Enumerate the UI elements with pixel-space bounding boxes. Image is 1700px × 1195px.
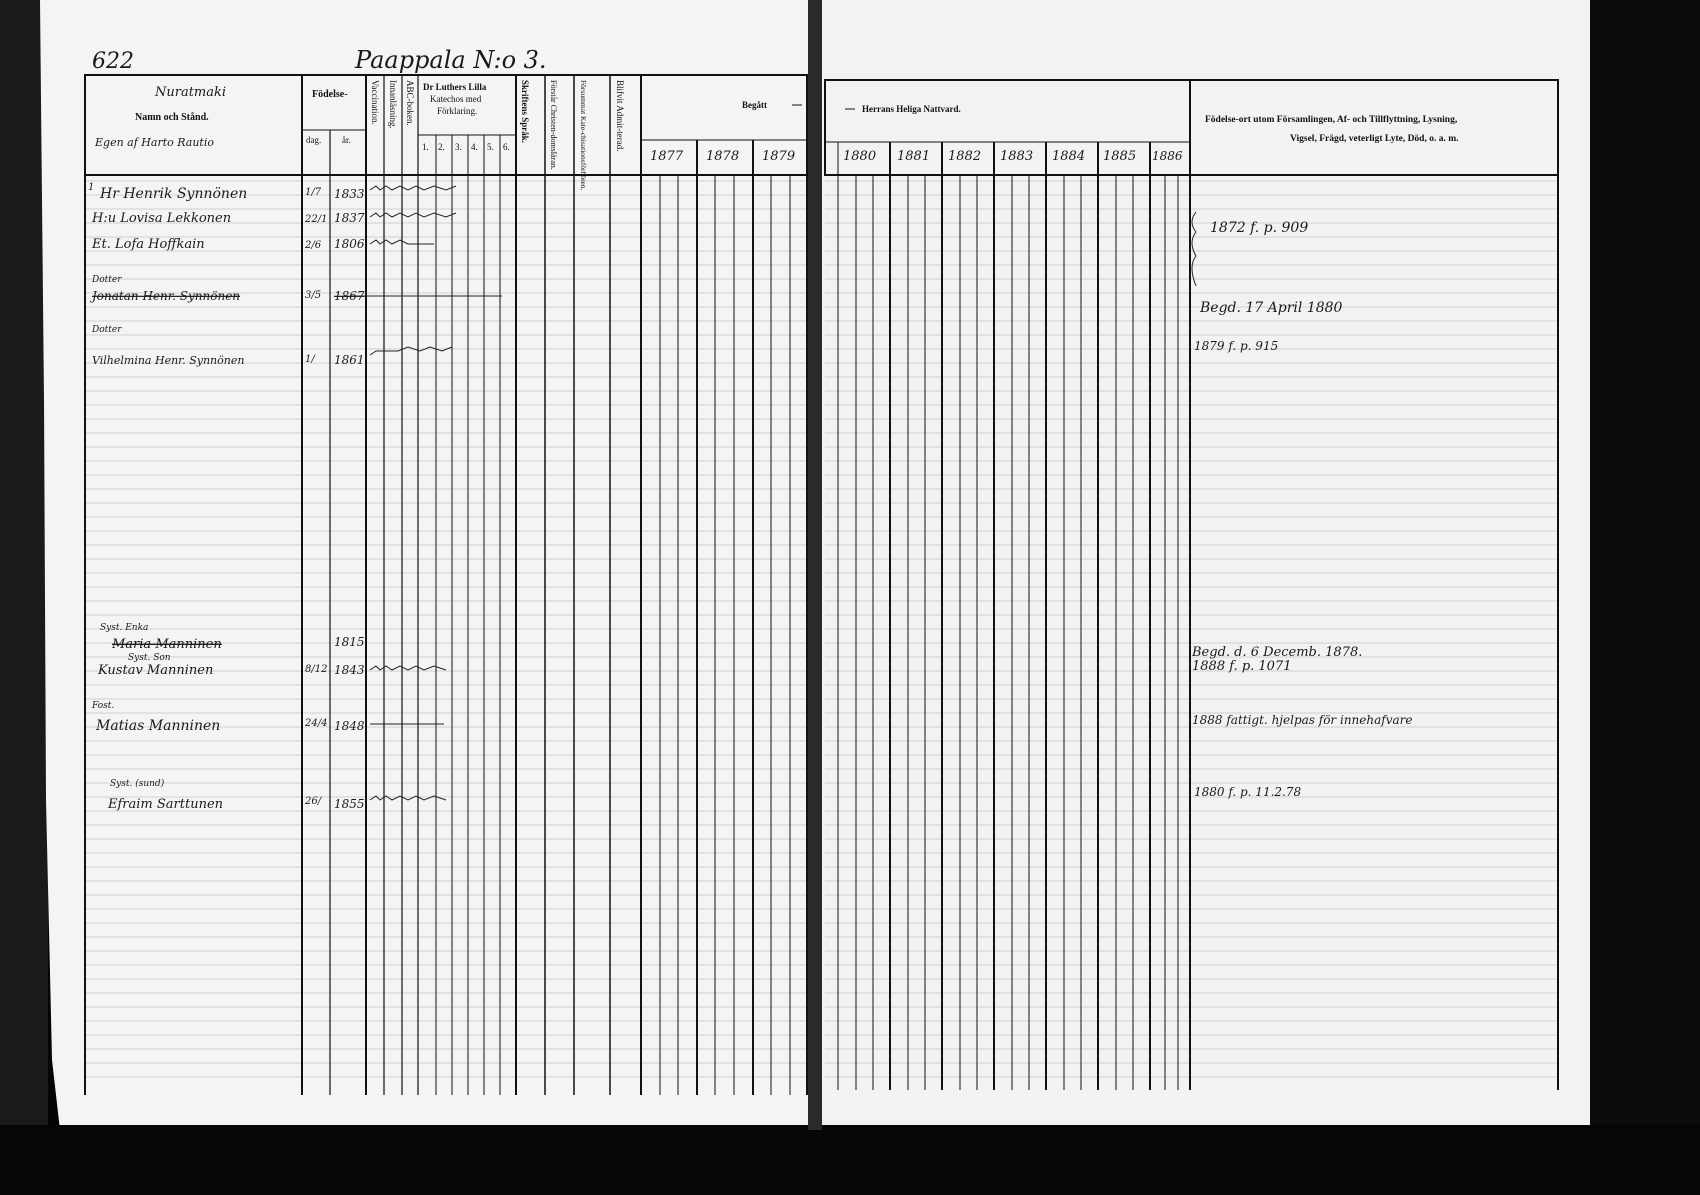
entry-remark: 1879 f. p. 915 — [1194, 339, 1279, 353]
page-number: 622 — [92, 49, 134, 74]
entry-dag: 22/1 — [305, 214, 328, 225]
right-edge-shadow — [1590, 0, 1700, 1195]
year-1880: 1880 — [843, 149, 877, 164]
entry-year: 1861 — [334, 353, 365, 367]
entry-name: Efraim Sarttunen — [108, 797, 224, 812]
year-1877: 1877 — [650, 149, 684, 164]
entry-year: 1806 — [334, 237, 365, 251]
luther-col-1: 1. — [422, 142, 429, 152]
entry-year: 1867 — [334, 289, 365, 303]
entry-name: Vilhelmina Henr. Synnönen — [92, 354, 245, 367]
year-1884: 1884 — [1052, 149, 1086, 164]
luther-col-2: 2. — [438, 142, 445, 152]
entry-remark: 1888 fattigt. hjelpas för innehafvare — [1192, 713, 1413, 727]
entry-remark: 1872 f. p. 909 — [1210, 220, 1309, 236]
svg-text:Syst. Son: Syst. Son — [128, 653, 171, 663]
left-ruling — [85, 175, 807, 1080]
year-1878: 1878 — [706, 149, 740, 164]
year-1879: 1879 — [762, 149, 796, 164]
begatt-header: Begått — [742, 100, 767, 110]
dag-header: dag. — [306, 135, 322, 145]
bottom-edge-shadow — [0, 1125, 1700, 1195]
year-1883: 1883 — [1000, 149, 1034, 164]
entry-year: 1815 — [334, 635, 365, 649]
entry-dag: 8/12 — [305, 664, 328, 675]
entry-remark: 1888 f. p. 1071 — [1192, 659, 1292, 674]
entry-year: 1848 — [334, 719, 365, 733]
ar-header: år. — [342, 135, 351, 145]
entry-name: Jonatan Henr. Synnönen — [92, 289, 241, 303]
year-1886: 1886 — [1152, 149, 1183, 163]
fodelse-header: Födelse- — [312, 89, 348, 100]
abc-header: ABC-boken. — [405, 80, 415, 126]
luther-col-4: 4. — [471, 142, 478, 152]
entry-name: Kustav Manninen — [98, 663, 214, 678]
entry-remark: Begd. d. 6 Decemb. 1878. — [1192, 645, 1363, 660]
svg-text:1: 1 — [88, 182, 95, 193]
entry-remark: 1880 f. p. 11.2.78 — [1194, 785, 1302, 799]
entry-dag: 1/7 — [305, 187, 322, 198]
remarks-header-line2: Vigsel, Frägd, veterligt Lyte, Död, o. a. m. — [1290, 134, 1459, 144]
forstar-header: Förstår Christen-domsläran. — [549, 80, 558, 170]
luther-header-line2: Katechos med — [430, 94, 482, 104]
name-header: Namn och Stånd. — [135, 112, 209, 123]
luther-header-line3: Förklaring. — [437, 106, 478, 116]
year-1882: 1882 — [948, 149, 982, 164]
entry-dag: 26/ — [305, 796, 322, 807]
entry-name: Matias Manninen — [96, 718, 221, 734]
vaccination-header: Vaccination. — [370, 80, 380, 125]
entry-name: Hr Henrik Synnönen — [100, 186, 248, 202]
entry-year: 1837 — [334, 211, 365, 225]
entry-dag: 24/4 — [305, 718, 328, 729]
svg-text:Dotter: Dotter — [92, 275, 122, 285]
entry-name: Et. Lofa Hoffkain — [92, 237, 205, 252]
luther-col-6: 6. — [503, 142, 510, 152]
entry-year: 1833 — [334, 187, 365, 201]
entry-dag: 2/6 — [305, 240, 322, 251]
skriftens-header: Skriftens Språk. — [520, 80, 530, 144]
entry-year: 1843 — [334, 663, 365, 677]
name-subheader: Egen af Harto Rautio — [95, 136, 214, 149]
village-title: Paappala N:o 3. — [355, 46, 547, 74]
svg-text:Syst. (sund): Syst. (sund) — [110, 779, 165, 789]
year-1881: 1881 — [897, 149, 931, 164]
entry-remark: Begd. 17 April 1880 — [1200, 300, 1343, 316]
remarks-header-line1: Födelse-ort utom Församlingen, Af- och Tillflyttning, Lysning, — [1205, 115, 1458, 125]
entry-name: H:u Lovisa Lekkonen — [92, 211, 232, 226]
entry-name: Maria Manninen — [112, 637, 222, 652]
forsummat-header: Försummat Kate-chisationsförhören. — [579, 80, 588, 191]
book-gutter — [808, 0, 822, 1130]
svg-text:Fost.: Fost. — [92, 701, 115, 711]
entry-year: 1855 — [334, 797, 365, 811]
blifvit-header: Blifvit Admit-terad. — [615, 80, 625, 152]
luther-header-line1: Dr Luthers Lilla — [423, 82, 487, 92]
name-header-annotation: Nuratmaki — [155, 85, 227, 100]
svg-text:Syst. Enka: Syst. Enka — [100, 623, 149, 633]
luther-col-5: 5. — [487, 142, 494, 152]
entry-dag: 3/5 — [305, 290, 322, 301]
herrans-header: Herrans Heliga Nattvard. — [862, 104, 961, 114]
year-1885: 1885 — [1103, 149, 1137, 164]
left-edge-shadow — [0, 0, 48, 1195]
innanlasning-header: Innanläsning. — [388, 80, 398, 129]
luther-col-3: 3. — [455, 142, 462, 152]
entry-dag: 1/ — [305, 354, 315, 365]
svg-text:Dotter: Dotter — [92, 325, 122, 335]
